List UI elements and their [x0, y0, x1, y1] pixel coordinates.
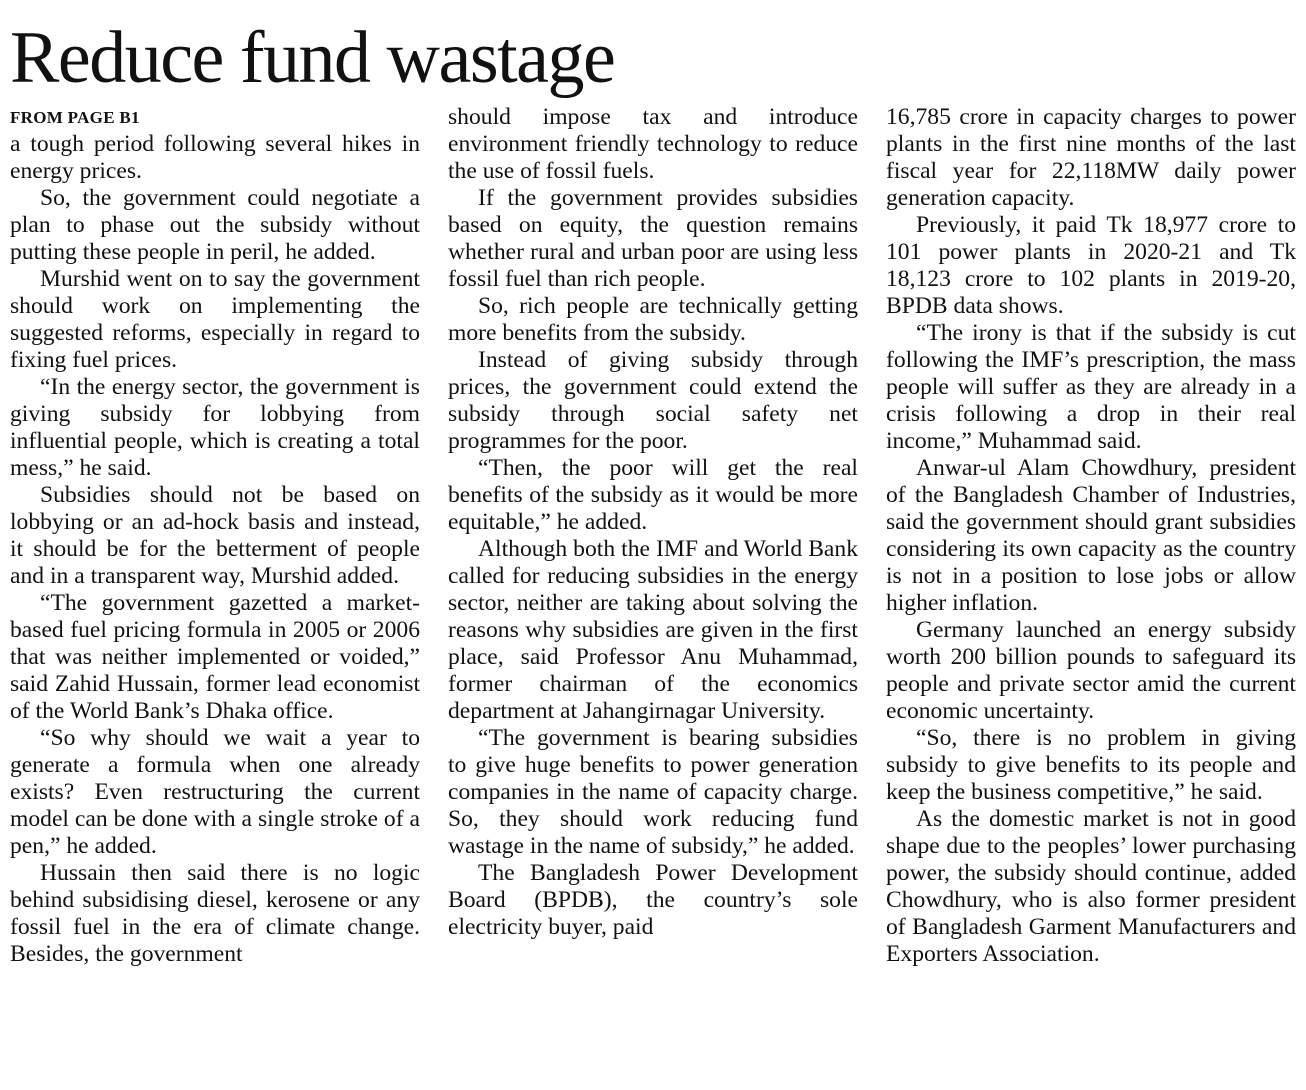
paragraph: a tough period following several hikes in energy prices.: [10, 131, 420, 184]
paragraph: As the domestic market is not in good shape due to the peoples’ lower purchasing power, the subsidy should continue, added Chowdhury, who is also former president of Bangladesh Garment Manufacturers and Exporters Association.: [886, 806, 1296, 967]
paragraph: “So, there is no problem in giving subsidy to give benefits to its people and keep the business competitive,” he said.: [886, 725, 1296, 805]
paragraph: 16,785 crore in capacity charges to power plants in the first nine months of the last fiscal year for 22,118MW daily power generation capacity.: [886, 104, 1296, 211]
paragraph: Previously, it paid Tk 18,977 crore to 101 power plants in 2020-21 and Tk 18,123 crore to 102 plants in 2019-20, BPDB data shows.: [886, 212, 1296, 319]
paragraph: Subsidies should not be based on lobbying or an ad-hock basis and instead, it should be for the betterment of people and in a transparent way, Murshid added.: [10, 482, 420, 589]
paragraph: If the government provides subsidies based on equity, the question remains whether rural and urban poor are using less fossil fuel than rich people.: [448, 185, 858, 292]
paragraph: Instead of giving subsidy through prices, the government could extend the subsidy through social safety net programmes for the poor.: [448, 347, 858, 454]
paragraph: “Then, the poor will get the real benefits of the subsidy as it would be more equitable,” he added.: [448, 455, 858, 535]
jump-kicker: FROM PAGE B1: [10, 108, 140, 127]
article-column-2: [448, 104, 858, 1084]
paragraph: Anwar-ul Alam Chowdhury, president of the Bangladesh Chamber of Industries, said the government should grant subsidies considering its own capacity as the country is not in a position to lose jobs or allow higher inflation.: [886, 455, 1296, 616]
paragraph: So, rich people are technically getting more benefits from the subsidy.: [448, 293, 858, 346]
paragraph: Germany launched an energy subsidy worth 200 billion pounds to safeguard its people and private sector amid the current economic uncertainty.: [886, 617, 1296, 724]
article-column-1: [10, 104, 420, 1084]
paragraph: should impose tax and introduce environment friendly technology to reduce the use of fossil fuels.: [448, 104, 858, 184]
paragraph: “The government is bearing subsidies to give huge benefits to power generation companies in the name of capacity charge. So, they should work reducing fund wastage in the name of subsidy,” he added.: [448, 725, 858, 859]
article-column-3: [886, 104, 1296, 1084]
paragraph: “The government gazetted a market-based fuel pricing formula in 2005 or 2006 that was neither implemented or voided,” said Zahid Hussain, former lead economist of the World Bank’s Dhaka office.: [10, 590, 420, 724]
paragraph: The Bangladesh Power Development Board (BPDB), the country’s sole electricity buyer, paid: [448, 860, 858, 940]
paragraph: Although both the IMF and World Bank called for reducing subsidies in the energy sector, neither are taking about solving the reasons why subsidies are given in the first place, said Professor Anu Muhammad, former chairman of the economics department at Jahangirnagar University.: [448, 536, 858, 724]
paragraph: Murshid went on to say the government should work on implementing the suggested reforms, especially in regard to fixing fuel prices.: [10, 266, 420, 373]
paragraph: So, the government could negotiate a plan to phase out the subsidy without putting these people in peril, he added.: [10, 185, 420, 265]
paragraph: “So why should we wait a year to generate a formula when one already exists? Even restructuring the current model can be done with a single stroke of a pen,” he added.: [10, 725, 420, 859]
paragraph: “The irony is that if the subsidy is cut following the IMF’s prescription, the mass people will suffer as they are already in a crisis following a drop in their real income,” Muhammad said.: [886, 320, 1296, 454]
paragraph: “In the energy sector, the government is giving subsidy for lobbying from influential people, which is creating a total mess,” he said.: [10, 374, 420, 481]
paragraph: Hussain then said there is no logic behind subsidising diesel, kerosene or any fossil fuel in the era of climate change. Besides, the government: [10, 860, 420, 967]
headline: Reduce fund wastage: [10, 17, 615, 99]
